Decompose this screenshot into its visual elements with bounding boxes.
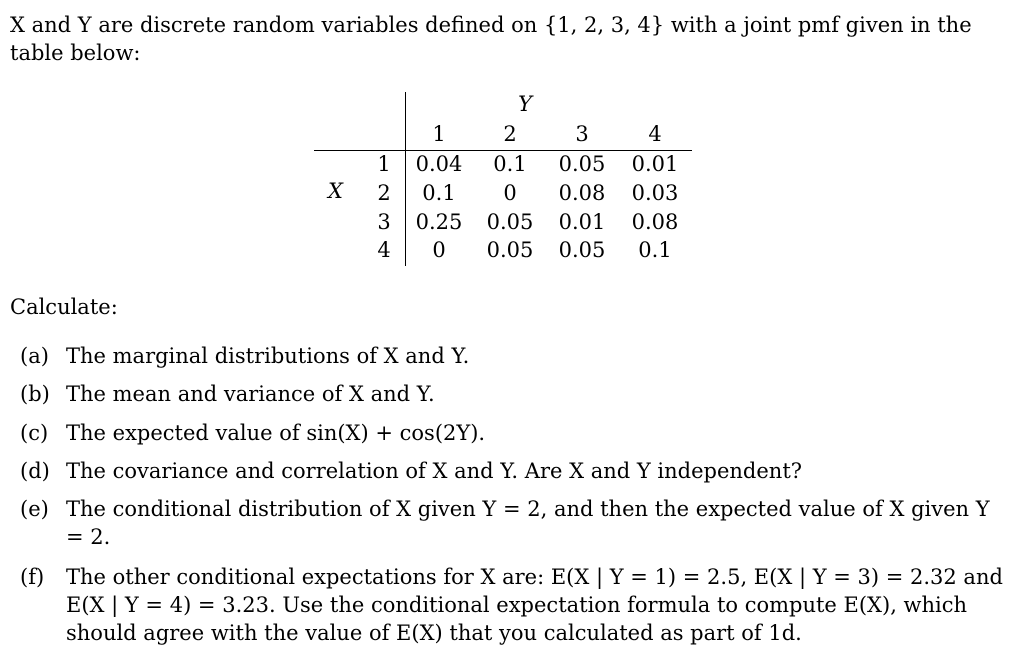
part-e-label: (e) (20, 497, 49, 521)
calculate-heading: Calculate: (10, 295, 118, 319)
part-b-label: (b) (20, 382, 50, 406)
part-f-label: (f) (20, 565, 45, 589)
cell-4-1: 0 (432, 238, 446, 262)
row-header-3: 3 (377, 210, 391, 234)
part-f (20, 563, 1010, 647)
y-variable-label: Y (518, 92, 532, 116)
part-e (20, 495, 1010, 551)
cell-4-4: 0.1 (638, 238, 672, 262)
cell-3-1: 0.25 (415, 210, 463, 234)
cell-1-1: 0.04 (415, 152, 463, 176)
cell-2-4: 0.03 (631, 181, 679, 205)
cell-4-3: 0.05 (558, 238, 606, 262)
col-header-4: 4 (648, 122, 662, 146)
col-header-2: 2 (503, 122, 517, 146)
intro-line-1: X and Y are discrete random variables defined on {1, 2, 3, 4} with a joint pmf given in the (10, 13, 972, 37)
problem-intro (10, 11, 1010, 67)
row-header-2: 2 (377, 181, 391, 205)
part-a-text: The marginal distributions of X and Y. (66, 344, 470, 368)
cell-2-3: 0.08 (558, 181, 606, 205)
part-c (20, 419, 485, 447)
part-a-label: (a) (20, 344, 49, 368)
cell-3-2: 0.05 (486, 210, 534, 234)
intro-line-2: table below: (10, 41, 141, 65)
row-header-4: 4 (377, 238, 391, 262)
part-e-text: The conditional distribution of X given Y = 2, and then the expected value of X given Y = 2. (66, 497, 990, 549)
part-d-label: (d) (20, 459, 50, 483)
table-vertical-rule (405, 92, 406, 266)
cell-1-3: 0.05 (558, 152, 606, 176)
row-header-1: 1 (377, 152, 391, 176)
cell-4-2: 0.05 (486, 238, 534, 262)
x-variable-label: X (328, 179, 343, 203)
cell-3-4: 0.08 (631, 210, 679, 234)
part-a (20, 342, 469, 370)
cell-1-2: 0.1 (493, 152, 527, 176)
col-header-3: 3 (575, 122, 589, 146)
part-d (20, 457, 802, 485)
cell-3-3: 0.01 (558, 210, 606, 234)
part-b-text: The mean and variance of X and Y. (66, 382, 435, 406)
part-c-label: (c) (20, 421, 49, 445)
part-b (20, 380, 435, 408)
joint-pmf-table (314, 90, 694, 266)
cell-2-2: 0 (503, 181, 517, 205)
part-d-text: The covariance and correlation of X and Y. Are X and Y independent? (66, 459, 803, 483)
part-f-text: The other conditional expectations for X are: E(X | Y = 1) = 2.5, E(X | Y = 3) = 2.32 and E(X | Y = 4) = 3.23. Use the conditional expectation formula to compute E(X), which should agree with the value of E(X) that you calculated as part of 1d. (66, 565, 1003, 645)
col-header-1: 1 (432, 122, 446, 146)
cell-1-4: 0.01 (631, 152, 679, 176)
cell-2-1: 0.1 (422, 181, 456, 205)
part-c-text: The expected value of sin(X) + cos(2Y). (66, 421, 486, 445)
